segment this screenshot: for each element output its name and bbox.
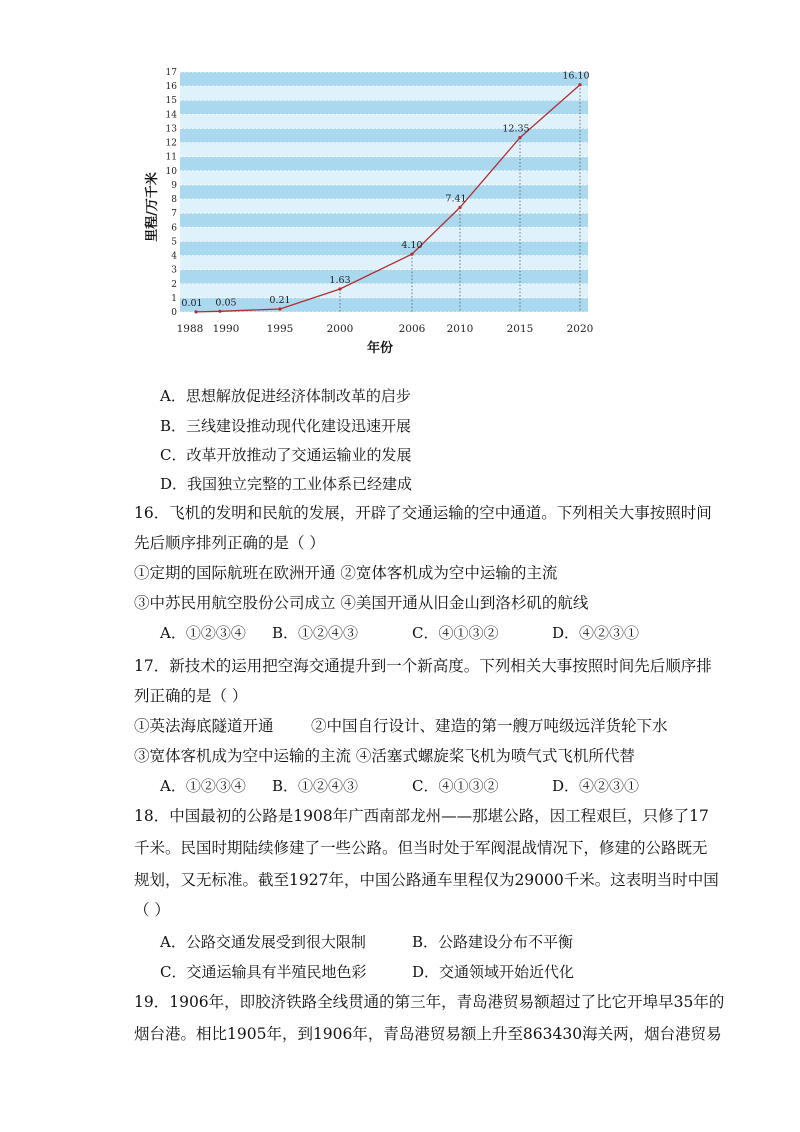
- data-label: 4.10: [401, 240, 423, 252]
- grid-band: [180, 86, 588, 100]
- y-tick-label: 6: [171, 223, 177, 234]
- q17-option-b[interactable]: B．①②④③: [272, 777, 359, 795]
- x-axis: [177, 323, 594, 335]
- grid-band: [180, 143, 588, 157]
- y-tick-label: 13: [165, 124, 177, 135]
- data-point: [410, 253, 413, 256]
- q17-option-d[interactable]: D．④②③①: [552, 777, 640, 795]
- grid-band: [180, 213, 588, 227]
- data-label: 0.21: [269, 295, 291, 307]
- q18-stem-line-3: 规划，又无标准。截至1927年，中国公路通车里程仅为29000千米。这表明当时中国: [134, 871, 719, 889]
- y-tick-label: 3: [171, 265, 177, 276]
- x-tick-label: 1988: [176, 323, 204, 335]
- q18-option-d[interactable]: D．交通领域开始近代化: [412, 963, 575, 981]
- data-point: [458, 206, 461, 209]
- grid-band: [180, 171, 588, 185]
- q15-option-b[interactable]: B．三线建设推动现代化建设迅速开展: [160, 417, 412, 435]
- y-tick-label: 14: [165, 110, 177, 121]
- y-tick-label: 15: [165, 96, 177, 107]
- q16-option-c[interactable]: C．④①③②: [412, 624, 499, 642]
- x-tick-label: 2006: [398, 323, 426, 335]
- grid-band: [180, 72, 588, 86]
- y-tick-label: 12: [165, 138, 177, 149]
- x-tick-label: 1990: [212, 323, 240, 335]
- data-point: [278, 307, 281, 310]
- x-axis-title: 年份: [366, 341, 394, 356]
- y-tick-label: 1: [171, 293, 177, 304]
- q17-stem-line-1: 17．新技术的运用把空海交通提升到一个新高度。下列相关大事按照时间先后顺序排: [134, 657, 712, 675]
- grid-band: [180, 284, 588, 298]
- data-label: 16.10: [562, 70, 590, 82]
- x-tick-label: 1995: [266, 323, 294, 335]
- grid-band: [180, 185, 588, 199]
- q19-stem-line-2: 烟台港。相比1905年，到1906年，青岛港贸易额上升至863430海关两，烟台港贸易: [134, 1025, 722, 1043]
- data-point: [194, 310, 197, 313]
- data-point: [338, 287, 341, 290]
- q18-stem-line-4: （ ）: [134, 901, 170, 919]
- q15-option-c[interactable]: C．改革开放推动了交通运输业的发展: [160, 446, 412, 464]
- q17-option-c[interactable]: C．④①③②: [412, 777, 499, 795]
- y-tick-label: 10: [165, 166, 177, 177]
- grid-band: [180, 270, 588, 284]
- q16-stem-line-1: 16．飞机的发明和民航的发展，开辟了交通运输的空中通道。下列相关大事按照时间: [134, 504, 712, 522]
- data-label: 1.63: [329, 274, 351, 286]
- q18-option-b[interactable]: B．公路建设分布不平衡: [412, 933, 574, 951]
- data-point: [578, 83, 581, 86]
- y-tick-label: 11: [165, 152, 177, 163]
- grid-band: [180, 241, 588, 255]
- y-tick-label: 8: [171, 195, 177, 206]
- q15-option-a[interactable]: A．思想解放促进经济体制改革的启步: [160, 387, 411, 405]
- q16-items-line-1: ①定期的国际航班在欧洲开通 ②宽体客机成为空中运输的主流: [134, 564, 558, 582]
- q17-item-1: ①英法海底隧道开通: [134, 717, 274, 735]
- y-axis: [166, 68, 178, 318]
- q17-option-a[interactable]: A．①②③④: [160, 777, 246, 795]
- q18-option-c[interactable]: C．交通运输具有半殖民地色彩: [160, 963, 367, 981]
- y-tick-label: 7: [171, 209, 177, 220]
- data-point: [518, 136, 521, 139]
- y-tick-label: 4: [171, 251, 177, 262]
- data-label: 0.05: [215, 297, 237, 309]
- grid-band: [180, 199, 588, 213]
- q17-items-line-2: ③宽体客机成为空中运输的主流 ④活塞式螺旋桨飞机为喷气式飞机所代替: [134, 747, 635, 765]
- y-tick-label: 2: [171, 279, 177, 290]
- q16-option-a[interactable]: A．①②③④: [160, 624, 246, 642]
- q16-option-b[interactable]: B．①②④③: [272, 624, 359, 642]
- data-label: 0.01: [181, 297, 203, 309]
- y-tick-label: 5: [171, 237, 177, 248]
- y-tick-label: 17: [165, 68, 177, 78]
- q19-stem-line-1: 19．1906年，即胶济铁路全线贯通的第三年，青岛港贸易额超过了比它开埠早35年的: [134, 993, 725, 1011]
- data-label: 12.35: [502, 123, 530, 135]
- y-axis-title: 里程/万千米: [145, 172, 160, 242]
- x-tick-label: 2015: [506, 323, 534, 335]
- x-tick-label: 2020: [566, 323, 594, 335]
- y-tick-label: 16: [165, 82, 177, 93]
- chart-plot-area: [180, 72, 588, 312]
- q17-item-2: ②中国自行设计、建造的第一艘万吨级远洋货轮下水: [311, 717, 668, 735]
- data-point: [218, 310, 221, 313]
- q18-option-a[interactable]: A．公路交通发展受到很大限制: [160, 933, 366, 951]
- q17-stem-line-2: 列正确的是（ ）: [134, 687, 248, 705]
- grid-band: [180, 100, 588, 114]
- q15-option-d[interactable]: D．我国独立完整的工业体系已经建成: [160, 475, 413, 493]
- q16-option-d[interactable]: D．④②③①: [552, 624, 640, 642]
- mileage-line-chart: [140, 62, 610, 362]
- grid-band: [180, 227, 588, 241]
- data-label: 7.41: [445, 193, 467, 205]
- x-tick-label: 2000: [326, 323, 354, 335]
- y-tick-label: 9: [171, 180, 177, 191]
- x-tick-label: 2010: [446, 323, 474, 335]
- q16-items-line-2: ③中苏民用航空股份公司成立 ④美国开通从旧金山到洛杉矶的航线: [134, 594, 589, 612]
- q18-stem-line-1: 18．中国最初的公路是1908年广西南部龙州——那堪公路，因工程艰巨，只修了17: [134, 807, 709, 825]
- grid-band: [180, 157, 588, 171]
- q18-stem-line-2: 千米。民国时期陆续修建了一些公路。但当时处于军阀混战情况下，修建的公路既无: [134, 839, 708, 857]
- q16-stem-line-2: 先后顺序排列正确的是（ ）: [134, 534, 325, 552]
- y-tick-label: 0: [171, 308, 177, 318]
